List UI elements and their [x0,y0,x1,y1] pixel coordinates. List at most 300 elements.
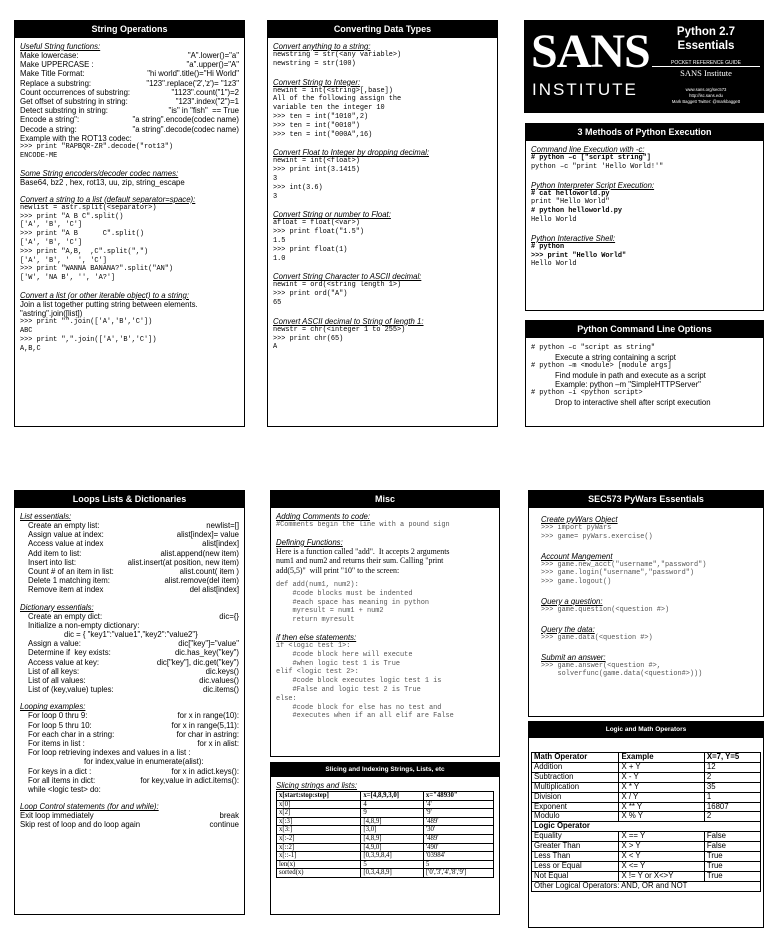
section-title: Looping examples: [20,702,86,712]
code-line: 1.0 [273,254,286,263]
table-cell: ['0','3','4','8','9'] [423,869,493,878]
row-label: For all items in dict: [28,775,96,785]
code-line: >>> game.login("username","password") [541,569,694,578]
row-label: Make lowercase: [20,51,79,60]
table-cell: Less or Equal [532,861,619,871]
section-title: Python Interactive Shell: [531,233,616,243]
row-value: dic["key"], dic.get("key") [156,657,239,667]
code-line: ABC [20,327,33,336]
table-cell: Less Than [532,852,619,862]
row-value: alist.count( item ) [179,567,239,577]
option-line: # python –m <module> [module args] [531,362,672,370]
info-row [20,639,239,648]
option-desc: Find module in path and execute as a script [555,370,706,380]
code-line: else: [276,694,297,703]
panel-title: Converting Data Types [268,21,497,38]
table-cell: X > Y [619,842,704,852]
if-code [276,642,494,721]
section-title: List essentials: [20,512,72,521]
code-line: newstring = str(<any variable>) [273,51,402,59]
info-row [20,97,239,106]
table-cell: [3,0] [361,826,423,835]
table-row [277,809,494,818]
code-line: ['A', 'B', ' ', 'C'] [20,256,107,265]
row-value: for char in astring: [176,729,239,739]
table-cell: Exponent [532,802,619,812]
section-title: Useful String functions: [20,42,101,51]
row-label: Add item to list: [28,548,82,558]
row-value: break [219,811,239,821]
func-text: Here is a function called "add". It accepts 2 arguments [276,546,450,556]
split-code [20,204,239,283]
row-value: newlist=[] [206,521,239,530]
code-line: >>> game.data(<question #>) [541,633,653,642]
row-label: Assign value at index: [28,530,104,540]
info-row [20,685,239,694]
section-title: Convert String Character to ASCII decimal: [273,272,422,282]
table-cell: Equality [532,832,619,842]
code-line: >>> print ord("A") [273,290,348,299]
info-row [20,106,239,115]
table-row [532,842,761,852]
table-row [532,852,761,862]
table-header-row [277,792,494,801]
code-line: # python helloworld.py [531,207,622,216]
code-line: >>> print "A,B, ,C".split(",") [20,247,149,256]
section-title: Loop Control statements (for and while): [20,802,159,812]
table-cell: False [704,842,760,852]
row-value: alist[index]= value [176,530,239,540]
code-line: newint = int(<string>[,base]) [273,86,393,95]
table-cell: X == Y [619,832,704,842]
code-line: >>> import pyWars [541,524,612,532]
table-header-cell: x[start:stop:step] [277,792,361,801]
section-title: Convert ASCII decimal to String of length 1: [273,316,424,326]
info-row [20,739,239,748]
code-line: >>> print chr(65) [273,334,344,343]
code-line: newstr = chr(<integer 1 to 255>) [273,325,406,334]
code-line: >>> int(3.6) [273,183,323,192]
info-row [20,539,239,548]
row-value: "123".index("2")=1 [175,97,239,107]
panel-title: Python Command Line Options [526,321,763,338]
logo-python-version: Python 2.7 [676,26,736,38]
table-cell: X - Y [619,772,704,782]
section-title: Some String encoders/decoder codec names: [20,168,179,178]
code-line: #code block here will execute [276,650,413,659]
table-cell: X < Y [619,852,704,862]
info-row [20,658,239,667]
join-text: "astring".join([list]) [20,309,83,319]
row-value: "123".replace('2','z')= "1z3" [146,78,239,88]
code-line: ['A', 'B', 'C'] [20,221,83,230]
table-cell: True [704,871,760,881]
logo-url: www.sans.org/sec573 [685,87,727,92]
info-row [20,711,239,720]
option-desc: Execute a string containing a script [555,352,676,362]
table-cell: sorted(x) [277,869,361,878]
pywars-code [541,524,758,542]
row-label: Remove item at index [28,585,104,595]
section-title: Convert Float to Integer by dropping decimal: [273,148,430,158]
info-row [20,767,239,776]
row-label: Create an empty dict: [28,611,103,621]
row-value: "is" in "fish" == True [168,106,239,116]
table-row [532,762,761,772]
row-value: for x in range(10): [177,711,239,721]
panel-title: Slicing and Indexing Strings, Lists, etc [271,763,499,777]
section-title: Adding Comments to code: [276,512,371,521]
table-cell: '30' [423,826,493,835]
info-row [20,820,239,829]
code-line: 65 [273,298,282,307]
row-label: Insert into list: [28,557,77,567]
func-text: num1 and num2 and returns their sum. Calling "print [276,556,444,566]
row-value: alist[index] [202,539,239,549]
table-cell: 2 [704,772,760,782]
row-value: alist.remove(del item) [164,576,239,586]
table-cell: Modulo [532,812,619,822]
code-line: #executes when if an all elif are False [276,712,454,721]
row-label: For each char in a string: [28,729,115,739]
row-value: for x in adict.keys(): [171,766,239,776]
row-label: Get offset of substring in string: [20,97,128,107]
code-line: >>> game.question(<question #>) [541,605,670,614]
dict-init-example: dic = { "key1":"value1","key2":"value2"} [64,630,198,640]
looping-examples [20,711,239,748]
option-line: # python –i <python script> [531,389,643,398]
code-line: >>> game= pyWars.exercise() [541,532,653,541]
panel-content [529,508,763,682]
row-label: Make Title Format: [20,69,85,79]
table-row [277,834,494,843]
info-row [20,730,239,739]
table-cell: 5 [423,860,493,869]
row-label: Encode a string": [20,115,80,125]
table-cell: Not Equal [532,871,619,881]
table-cell: 1 [704,792,760,802]
panel-content [526,141,763,272]
code-line: >>> print float("1.5") [273,228,364,237]
table-header-cell: Example [619,753,704,763]
panel-title: Logic and Math Operators [529,722,763,738]
code-line: ['A', 'B', 'C'] [20,239,83,248]
table-cell: [4,9,0] [361,843,423,852]
code-line: >>> game.answer(<question #>, [541,661,661,670]
row-label: Create an empty list: [28,521,100,530]
table-cell: 35 [704,782,760,792]
logo-author: Mark Baggett Twitter: @markbaggett [671,99,741,104]
code-line: elif <logic test 2>: [276,668,359,677]
code-line: >>> ten = int("0010") [273,121,360,130]
code-line: Hello World [531,260,577,269]
math-table [531,752,761,892]
logo-sans-institute: SANS Institute [680,68,732,78]
info-row [20,51,239,60]
row-label: For items in list : [28,739,85,749]
table-cell: 2 [704,812,760,822]
row-label: Decode a string: [20,124,77,134]
string-operations-panel [14,20,245,427]
table-row [532,772,761,782]
code-line: # python –c ["script string"] [531,154,651,162]
table-row [532,861,761,871]
info-row [20,721,239,730]
table-cell: True [704,861,760,871]
panel-content [271,508,499,724]
row-label: Detect substring in string: [20,106,108,116]
logic-header-row [532,822,761,832]
table-cell: X + Y [619,762,704,772]
pywars-code [541,561,758,587]
section-title: Convert anything to a string: [273,42,371,51]
code-line: ENCODE-ME [20,151,58,160]
sans-logo [524,20,764,113]
table-cell: X % Y [619,812,704,822]
code-line: All of the following assign the [273,95,402,104]
code-line: >>> print "Hello World" [531,251,627,260]
section-title: Convert a string to a list (default separator=space): [20,194,196,204]
info-row [20,811,239,820]
row-label: For loop 5 thru 10: [28,720,92,730]
logo-institute-text: INSTITUTE [532,80,638,99]
row-label: For loop 0 thru 9: [28,711,88,721]
section-title: Convert String or number to Float: [273,210,391,220]
code-line: 3 [273,174,278,183]
code-line: # cat helloworld.py [531,189,610,198]
logo-sans-text: SANS [531,25,650,78]
table-header-row [532,753,761,763]
panel-title: String Operations [15,21,244,38]
row-label: List of all values: [28,676,86,686]
code-line: # python [531,242,565,251]
code-line: #Comments begin the line with a pound sign [276,521,450,529]
useful-functions-list [20,51,239,134]
row-label: For keys in a dict : [28,766,92,776]
row-value: continue [209,820,239,830]
code-line: #code block executes logic test 1 is [276,677,442,686]
row-label: Determine if key exists: [28,648,111,658]
row-value: "a string".encode(codec name) [132,115,239,125]
table-cell: 16807 [704,802,760,812]
row-value: alist.insert(at position, new item) [127,557,239,567]
command-line-options-panel [525,320,764,427]
table-row [277,826,494,835]
loop-control [20,811,239,829]
row-label: List of (key,value) tuples: [28,685,114,695]
join-text: Join a list together putting string between elements. [20,300,198,309]
row-value: dic.has_key("key") [174,648,239,658]
table-cell: Multiplication [532,782,619,792]
loop-enum: For loop retrieving indexes and values in a list : [28,748,191,758]
join-code [20,318,239,353]
code-line: return myresult [276,616,355,625]
info-row [20,79,239,88]
panel-content [15,508,244,833]
code-line: >>> ten = int("1010",2) [273,112,369,121]
table-cell: [0,3,9,8,4] [361,852,423,861]
other-operators-row [532,881,761,891]
dict-essentials [20,639,239,694]
table-cell: len(x) [277,860,361,869]
row-value: "A".lower()="a" [187,51,239,60]
pywars-code [541,606,758,615]
option-example: Example: python –m "SimpleHTTPServer" [555,380,701,389]
loop-enum-example: for index,value in enumerate(alist): [84,757,204,767]
func-text: add(5,5)" will print "10" to the screen: [276,565,400,575]
table-cell: X != Y or X<>Y [619,871,704,881]
code-line: def add(num1, num2): [276,581,359,590]
info-row [20,585,239,594]
code-line: newlist = astr.split(<separator>) [20,203,157,212]
table-cell: '03984' [423,852,493,861]
code-line: A,B,C [20,344,41,353]
code-line: print "Hello World" [531,198,610,207]
logic-header-cell: Logic Operator [532,822,761,832]
code-line: 1.5 [273,236,286,245]
row-label: Replace a substring: [20,78,92,88]
row-value: for x in alist: [197,739,239,749]
table-cell: X ** Y [619,802,704,812]
code-line: >>> print "WANNA BANANA?".split("AN") [20,265,173,274]
func-code [276,581,494,625]
info-row [20,558,239,567]
row-value: del alist[index] [189,585,239,595]
table-row [277,843,494,852]
info-row [20,521,239,530]
info-row [20,667,239,676]
code-line: ['W', 'NA B', '', 'A?'] [20,274,116,283]
info-row [20,576,239,585]
table-cell: [0,3,4,8,9] [361,869,423,878]
table-cell: [4,8,9] [361,817,423,826]
table-row [532,812,761,822]
table-cell: x[0] [277,800,361,809]
code-line: >>> print ",".join(['A','B','C']) [20,336,157,344]
code-line: >>> print "RAPBQR-ZR".decode("rot13") [20,143,173,152]
section-title: Defining Functions: [276,537,343,547]
info-row [20,125,239,134]
info-row [20,567,239,576]
rot13-label: Example with the ROT13 codec: [20,133,132,143]
table-row [532,832,761,842]
table-cell: '489' [423,834,493,843]
logo-pocket-guide: POCKET REFERENCE GUIDE [652,60,760,67]
codec-list: Base64, bz2 , hex, rot13, uu, zip, string_escape [20,177,185,187]
pywars-panel [528,490,764,717]
code-line: >>> print int(3.1415) [273,166,360,175]
code-line: >>> game.new_acct("username","password") [541,560,707,569]
table-row [277,817,494,826]
section-title: Create pyWars Object [541,515,618,524]
option-desc: Drop to interactive shell after script execution [555,398,711,407]
table-cell: Addition [532,762,619,772]
table-row [532,782,761,792]
table-header-cell: X=7, Y=5 [704,753,760,763]
other-operators-cell: Other Logical Operators: AND, OR and NOT [532,881,761,891]
dict-row [20,612,239,621]
code-line: 3 [273,192,278,201]
looping-examples-2 [20,767,239,785]
table-cell: 4 [361,800,423,809]
panel-content [271,777,499,881]
table-cell: x[::2] [277,843,361,852]
section-title: Query a question: [541,596,603,606]
info-row [20,60,239,69]
list-essentials [20,521,239,595]
panel-title: Misc [271,491,499,508]
table-cell: x[:-2] [277,834,361,843]
info-row [20,776,239,785]
code-line: Hello World [531,215,577,224]
section-title: Convert String to Integer: [273,77,361,87]
panel-content [15,38,244,357]
code-line: >>> ten = int("000A",16) [273,130,373,139]
code-line: >>> print float(1) [273,245,348,254]
converting-data-types-panel [267,20,498,427]
section-title: Query the data: [541,624,595,634]
row-value: dic={} [219,611,239,621]
table-cell: X <= Y [619,861,704,871]
table-row [532,792,761,802]
code-line: if <logic test 1>: [276,642,351,650]
info-row [20,69,239,78]
table-cell: '4' [423,800,493,809]
code-line: #code blocks must be indented [276,589,413,598]
code-line: newint = int(<float>) [273,157,360,166]
table-cell: 12 [704,762,760,772]
dict-init: Initialize a non-empty dictionary: [28,620,140,630]
section-title: Convert a list (or other iterable object) to a string: [20,291,190,300]
table-row [277,860,494,869]
execution-methods-panel [525,123,764,311]
table-row [532,871,761,881]
logo-essentials: Essentials [677,40,735,52]
table-cell: Subtraction [532,772,619,782]
table-cell: x[::-1] [277,852,361,861]
row-label: Access value at key: [28,657,100,667]
row-label: Delete 1 matching item: [28,576,110,586]
table-row [277,869,494,878]
table-cell: x[3:] [277,826,361,835]
section-title: Python Interpreter Script Execution: [531,180,655,190]
row-value: dic.items() [203,685,239,695]
table-cell: Greater Than [532,842,619,852]
table-cell: [4,8,9] [361,834,423,843]
table-cell: '9' [423,809,493,818]
pywars-code [541,662,758,680]
code-line: python –c "print 'Hello World!'" [531,162,664,171]
panel-title: SEC573 PyWars Essentials [529,491,763,508]
option-line: # python –c "script as string" [531,344,656,352]
table-header-cell: x="48930" [423,792,493,801]
row-label: List of all keys: [28,666,80,676]
slicing-table [276,791,494,878]
table-row [277,852,494,861]
code-line: #each space has meaning in python [276,598,429,607]
logic-math-panel [528,721,764,928]
rot13-code [20,143,239,161]
row-value: dic.keys() [205,666,239,676]
logo-url: http://isc.sans.edu [689,93,723,98]
row-value: "hi world".title()="Hi World" [147,69,239,79]
info-row [20,88,239,97]
row-label: Count # of an item in list: [28,567,114,577]
loop-while: while <logic test> do: [28,785,101,795]
code-line: >>> print "A B C".split() [20,212,124,221]
section-title: Dictionary essentials: [20,602,94,612]
row-label: Assign a value: [28,639,81,649]
